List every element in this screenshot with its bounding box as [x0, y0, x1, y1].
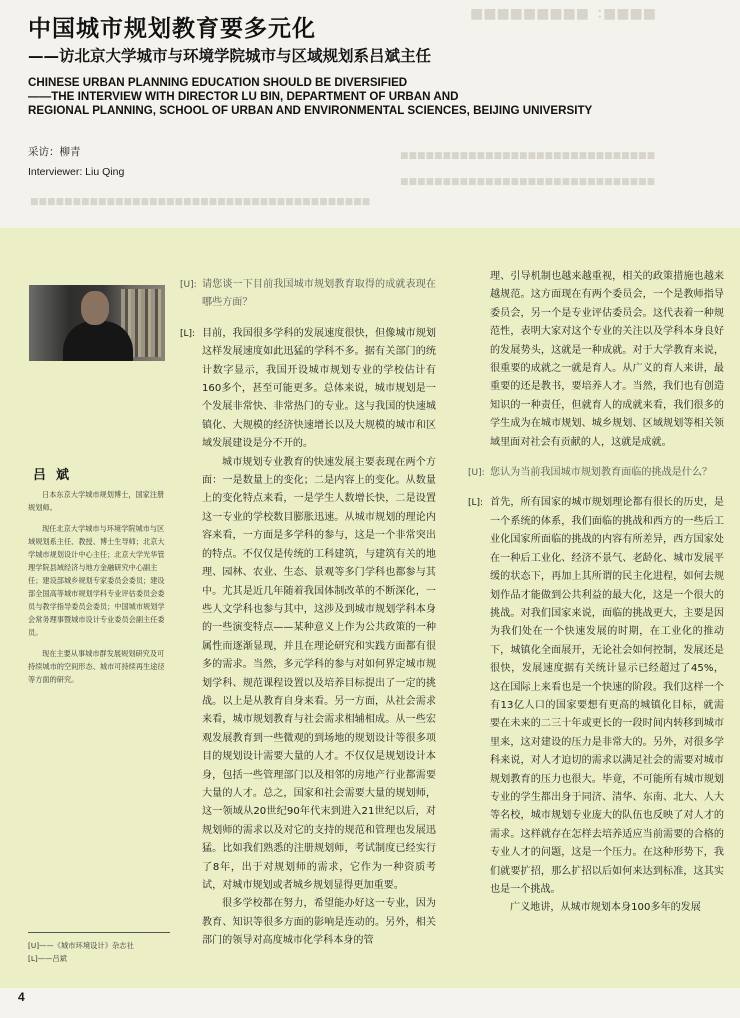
english-title-line: REGIONAL PLANNING, SCHOOL OF URBAN AND ENVIRONMENTAL SCIENCES, BEIJING UNIVERSITY [28, 104, 593, 117]
interviewer-en: Interviewer: Liu Qing [28, 166, 125, 178]
portrait-photo [29, 285, 165, 361]
paragraph: 很多学校都在努力，希望能办好这一专业，因为教育、知识等很多方面的影响是连动的。另外，相关部门的领导对高度城市化学科本身的管 [202, 898, 436, 947]
speaker-tag: [L]: [180, 328, 196, 339]
bleed-through-text: ■■■■■■■■■■■■■■■■■■■■■■■■■■■■■■■■■■■■■■■■ [30, 197, 371, 207]
english-title-line: CHINESE URBAN PLANNING EDUCATION SHOULD BE DIVERSIFIED [28, 76, 408, 89]
speaker-tag: [U]: [468, 468, 485, 479]
bleed-through-text: ■■■■■■■■■■■■■■■■■■■■■■■■■■■■■■ [400, 177, 656, 187]
bio-name: 吕斌 [33, 468, 80, 483]
bio-paragraph: 日本东京大学城市规划博士，国家注册规划师。 [28, 490, 165, 512]
speaker-tag: [U]: [180, 280, 197, 290]
bio-paragraph: 现在主要从事城市群发展规划研究及可持续城市的空间形态、城市可持续再生途径等方面的研究。 [28, 649, 165, 684]
column-left [180, 276, 436, 951]
bleed-through-text: ■■■■：■■■■■■■■■ [470, 6, 656, 22]
paragraph: 广义地讲，从城市规划本身100多年的发展 [510, 902, 701, 914]
footnote: [L]——吕斌 [28, 954, 67, 963]
answer-text: 首先，所有国家的城市规划理论都有很长的历史，是一个系统的体系，我们面临的挑战和西方的一些后工业化国家所面临的挑战的内容有所差异，西方国家处在一种后工业化、经济不景气、老龄化、城市发展平缓的状态下，再加上其所谓的民主化进程，如何去规划作品才能做到公共利益的最大化，这是一个很大的挑战。对我们国家来说，面临的挑战更大，主要是因为我们处在一个快速发展的时期，在工业化的推动下，城镇化全面展开，无论社会如何控制，发展还是很快，发展速度据有关统计显示已经超过了45%，这在国际上来看也是一个快速的阶段。我们这样一个有13亿人口的国家要想有更高的城镇化目标，就需要在未来的二三十年或更长的一段时间内转移到城市里来，这对建设的压力是非常大的。另外，对很多学科来说，对人才迫切的需求以满足社会的需要对城市规划教育的压力也很大。毕竟，不可能所有城市规划专业的学生都出身于同济、清华、东南、北大、人大等名校，城市规划专业庞大的队伍也反映了对人才的需求。这样就存在怎样去培养适应当前需要的合格的专业人才的问题，这是一个压力。在这种形势下，我们就要扩招，那么扩招以后如何来达到标准，这其实也是一个挑战。 [490, 497, 724, 895]
article-subtitle: ——访北京大学城市与环境学院城市与区域规划系吕斌主任 [28, 47, 432, 65]
column-right [468, 268, 724, 918]
portrait-face [81, 291, 109, 325]
header-area [0, 0, 740, 228]
page-number: 4 [18, 990, 25, 1004]
question-text: 您认为当前我国城市规划教育面临的挑战是什么？ [490, 467, 713, 479]
footnote: [U]——《城市环境设计》杂志社 [28, 941, 134, 950]
interviewer-cn: 采访：柳青 [28, 146, 81, 158]
answer [468, 494, 724, 899]
article-title: 中国城市规划教育要多元化 [28, 16, 316, 42]
question-text: 请您谈一下目前我国城市规划教育取得的成就表现在哪些方面？ [202, 279, 436, 309]
paragraph: 城市规划专业教育的快速发展主要表现在两个方面：一是数量上的变化；二是内容上的变化。从数量上的变化特点来看，一是学生人数增长快，二是设置这一专业的学校数目膨胀迅速。从城市规划的理论内容来看，一方面是多学科的参与，这是一个非常突出的特点。不仅仅是传统的工科建筑，与建筑有关的地理、园林、农业、生态、景观等多门学科也都参与其中。尤其是近几年随着我国体制改革的不断深化，一些人文学科也参与其中，这涉及到城市规划学科本身的一些演变特点——某种意义上作为公共政策的一种属性而逐渐显现，并且在理论研究和实践方面都有很多的需求。当然，多元学科的参与对如何界定城市规划学科、规范课程设置以及培养目标提出了一定的挑战。以上是从教育自身来看。另一方面，从社会需求来看，城市规划教育与社会需求相辅相成。从一些宏观发展教育到一些微观的到场地的规划设计等很多项目的规划设计需要大量的人才。不仅仅是规划设计本身，包括一些管理部门以及相邻的房地产行业都需要大量的人才。总之，国家和社会需要大量的规划师，这一领域从20世纪90年代末到进入21世纪以后，对规划师的需求以及对它的支持的规范和管理也发展迅猛。比如我们熟悉的注册规划师，考试制度已经实行了8年，出于对规划师的需求，它作为一种资质考试，对城市规划或者城乡规划显得更加重要。 [202, 456, 436, 891]
footnotes [28, 932, 170, 965]
english-title [28, 76, 728, 118]
question [180, 276, 436, 313]
english-title-line: ——THE INTERVIEW WITH DIRECTOR LU BIN, DEPARTMENT OF URBAN AND [28, 90, 459, 103]
paragraph-continued: 理、引导机制也越来越重视，相关的政策措施也越来越规范。这方面现在有两个委员会，一个是教师指导委员会，另一个是专业评估委员会。这代表着一种规范性，表明大家对这个专业的关注以及学科本身良好的发展势头，这就是一种成就。对于大学教育来说，很重要的成就之一就是育人。从广义的育人来讲，最重要的还是教书，要培养人才。当然，我们也有创造知识的一种责任，但就育人的成就来看，我们很多的学生成为在城市规划、城乡规划、区域规划等相关领域里面对社会有贡献的人，这就是成就。 [490, 271, 724, 448]
bio [28, 488, 170, 686]
question [468, 464, 724, 482]
bleed-through-text: ■■■■■■■■■■■■■■■■■■■■■■■■■■■■■■ [400, 151, 656, 161]
bio-paragraph: 现任北京大学城市与环境学院城市与区域规划系主任、教授、博士生导师；北京大学城市规划设计中心主任；北京大学光华管理学院县域经济与地方金融研究中心副主任；建设部城乡规划专家委员会委员；建设部全国高等城市规划学科专业评估委员会委员与教学指导委员会委员；中国城市规划学会常务理事暨城市设计专业委员会副主任委员。 [28, 524, 165, 637]
answer [180, 325, 436, 454]
answer-text: 目前，我国很多学科的发展速度很快，但像城市规划这样发展速度如此迅猛的学科不多。据有关部门的统计数字显示，我国开设城市规划专业的学校估计有160多个，甚至可能更多。总体来说，城市规划是一个发展非常快、非常热门的专业。这与我国的快速城镇化、大规模的经济快速增长以及大规模的城市和区域发展建设是分不开的。 [202, 327, 436, 450]
speaker-tag: [L]: [468, 498, 484, 509]
